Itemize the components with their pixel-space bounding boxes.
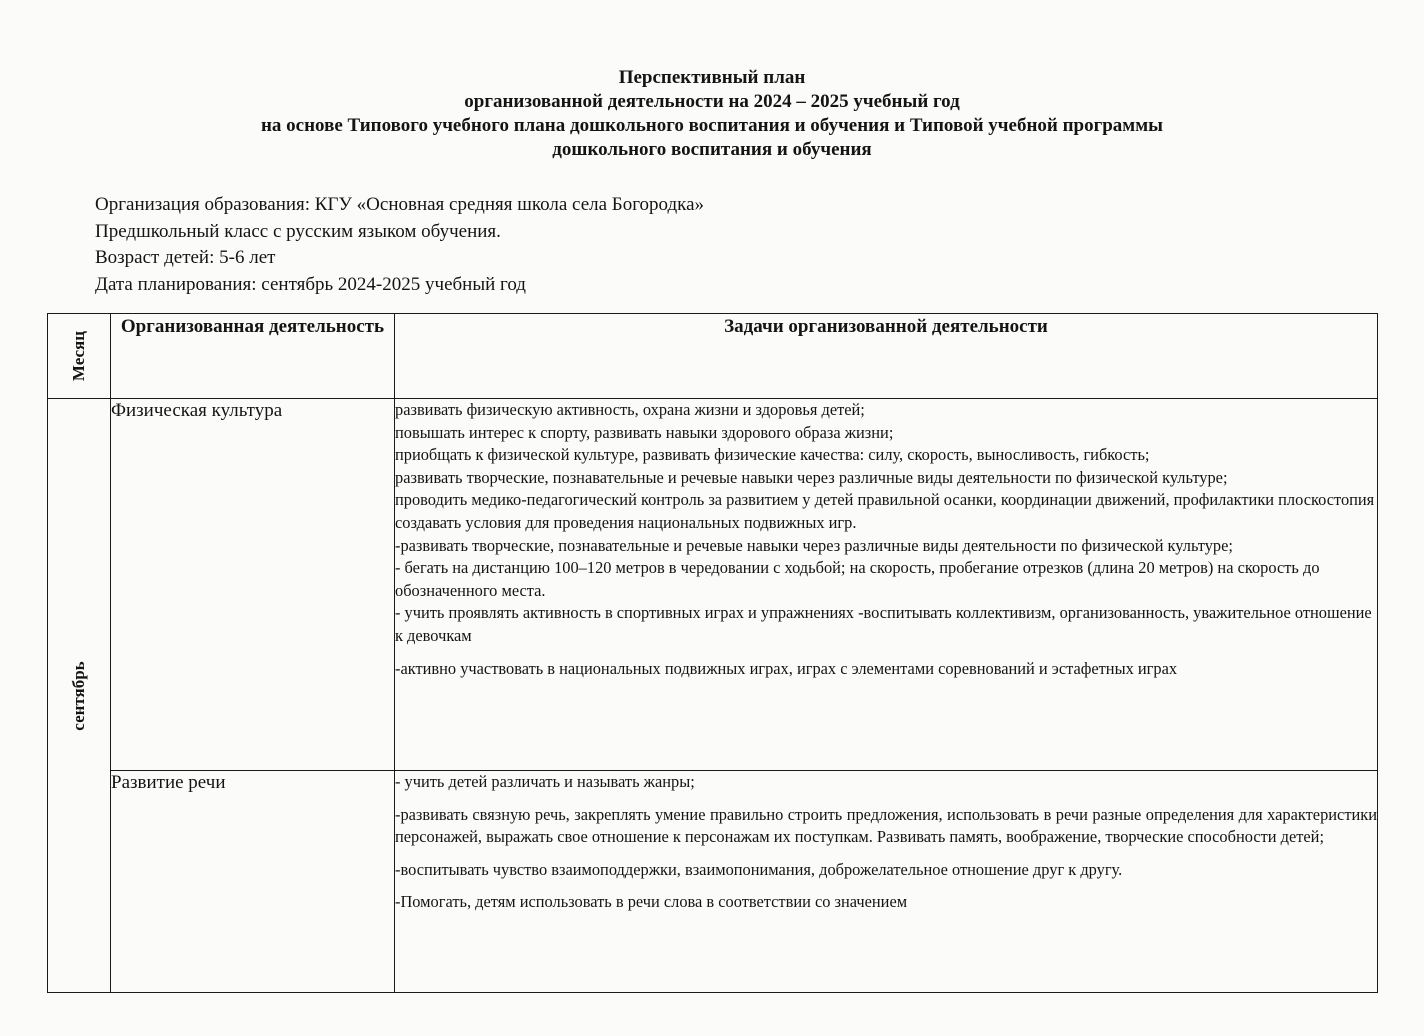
organization-line: Организация образования: КГУ «Основная средняя школа села Богородка» [95, 194, 705, 215]
table-header-row [48, 314, 1378, 399]
title-line: на основе Типового учебного плана дошкольного воспитания и обучения и Типовой учебной программы [260, 115, 1164, 136]
task-item: -активно участвовать в национальных подвижных играх, играх с элементами соревнований и эстафетных играх [395, 658, 1178, 678]
tasks-cell [395, 399, 1378, 771]
date-value: сентябрь 2024-2025 учебный год [261, 273, 526, 295]
task-item: развивать творческие, познавательные и речевые навыки через различные виды деятельности по физической культуре; [395, 467, 1228, 487]
activity-cell: Физическая культура [111, 399, 395, 771]
task-item: - учить детей различать и называть жанры; [395, 772, 695, 791]
meta-info [95, 192, 704, 298]
task-item: -воспитывать чувство взаимоподдержки, взаимопонимания, доброжелательное отношение друг к другу. [395, 859, 1123, 879]
task-item: - бегать на дистанцию 100–120 метров в чередовании с ходьбой; на скорость, пробегание отрезков (длина 20 метров) на скорость до обозначенного места. [395, 558, 1320, 600]
month-cell [48, 399, 111, 993]
plan-table [47, 313, 1378, 993]
date-line [95, 272, 704, 299]
activity-header: Организованная деятельность [111, 314, 395, 399]
title-line: дошкольного воспитания и обучения [552, 139, 872, 160]
task-item: проводить медико-педагогический контроль за развитием у детей правильной осанки, координации движений, профилактики плоскостопия создавать условия для проведения национальных подвижных игр. [395, 490, 1375, 532]
document-title [0, 66, 1424, 162]
table-row [48, 771, 1378, 993]
task-item: приобщать к физической культуре, развивать физические качества: силу, скорость, выносливость, гибкость; [395, 445, 1150, 465]
task-item: -Помогать, детям использовать в речи слова в соответствии со значением [395, 892, 908, 912]
tasks-cell [395, 771, 1378, 993]
class-line: Предшкольный класс с русским языком обучения. [95, 220, 501, 242]
month-header-label: Месяц [69, 330, 88, 382]
activity-cell: Развитие речи [111, 771, 395, 993]
tasks-header: Задачи организованной деятельности [395, 314, 1378, 399]
date-label: Дата планирования: [95, 273, 262, 295]
title-line: организованной деятельности на 2024 – 2025 учебный год [464, 91, 960, 112]
task-item: повышать интерес к спорту, развивать навыки здорового образа жизни; [395, 422, 894, 442]
title-line: Перспективный план [618, 67, 806, 88]
table-row [48, 399, 1378, 771]
age-line: Возраст детей: 5-6 лет [95, 247, 276, 268]
task-item: - учить проявлять активность в спортивных играх и упражнениях -воспитывать коллективизм, организованность, уважительное отношение к девочкам [395, 603, 1372, 645]
task-item: -развивать связную речь, закреплять умение правильно строить предложения, использовать в речи разные определения для характеристики персонажей, выражать свое отношение к персонажам их поступкам. Развивать память, воображение, творческие способности детей; [395, 804, 1377, 847]
month-label: сентябрь [69, 660, 88, 731]
task-item: развивать физическую активность, охрана жизни и здоровья детей; [395, 400, 865, 419]
month-header [48, 314, 111, 399]
task-item: -развивать творческие, познавательные и речевые навыки через различные виды деятельности по физической культуре; [395, 535, 1233, 555]
